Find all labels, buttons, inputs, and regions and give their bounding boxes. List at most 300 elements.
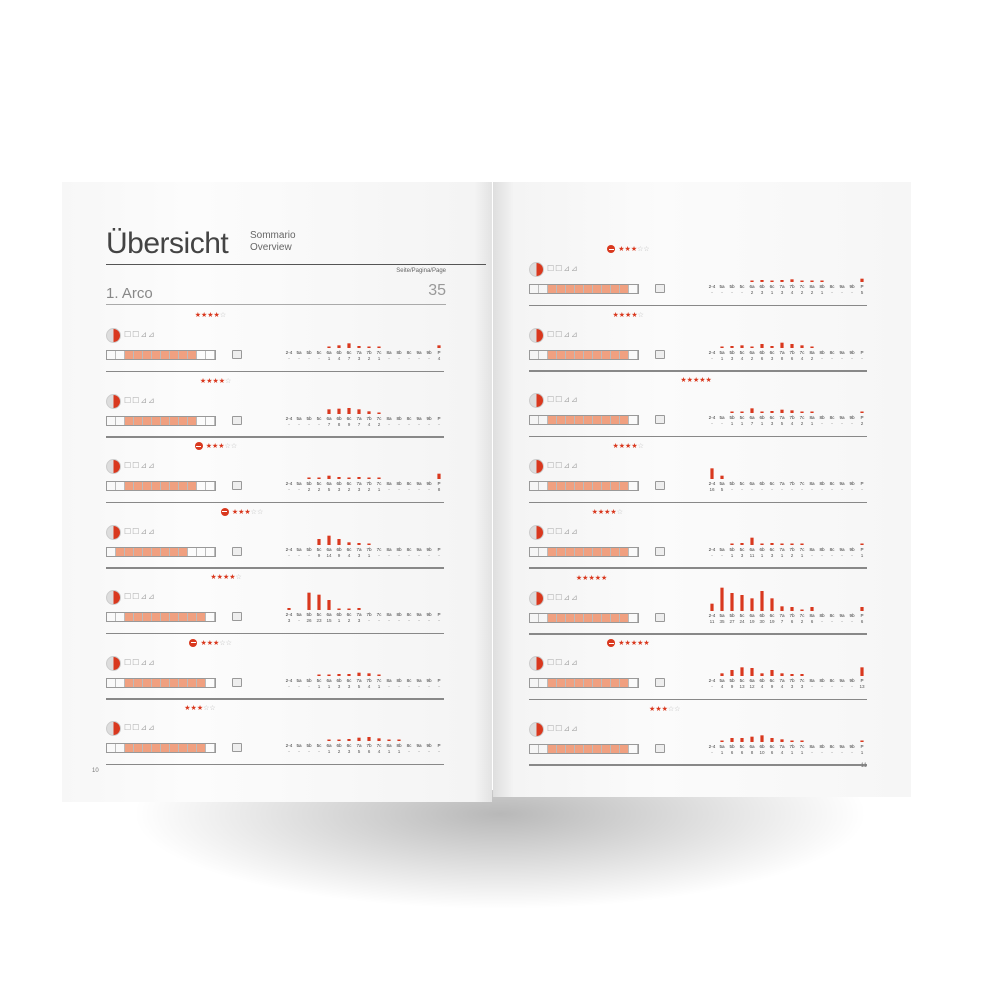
grade-count: 19: [769, 618, 775, 624]
grade-label: 6b: [759, 284, 765, 289]
grade-label: 6b: [336, 546, 342, 552]
grade-label: 6c: [346, 481, 352, 486]
star-icon: ★: [655, 705, 662, 713]
month-cell: [611, 679, 620, 687]
grade-label: 2-4: [285, 350, 293, 355]
grade-count: -: [841, 684, 843, 690]
grade-label: 5a: [296, 350, 302, 355]
grade-label: 5b: [729, 546, 735, 552]
grade-label: 7a: [356, 415, 362, 421]
grade-count: -: [831, 421, 833, 427]
month-cell: [170, 744, 179, 752]
grade-label: 7a: [779, 349, 785, 355]
grade-count: 1: [337, 618, 341, 623]
grade-count: 2: [347, 618, 351, 623]
grade-label: 6a: [326, 481, 332, 486]
entry-rule: [529, 699, 867, 701]
grade-label: 9b: [426, 415, 432, 421]
grade-bar: [800, 412, 803, 414]
grade-label: 7c: [799, 284, 805, 289]
no-entry-icon: [221, 508, 229, 516]
grade-bar: [750, 737, 753, 742]
grade-bar: [800, 543, 803, 545]
grade-count: -: [438, 552, 440, 558]
grade-label: 5a: [296, 612, 302, 617]
grade-count: -: [831, 552, 833, 558]
grade-label: 6a: [326, 743, 332, 748]
month-cell: [530, 745, 539, 753]
month-cell: [539, 351, 548, 359]
grade-label: P: [860, 678, 864, 684]
grade-label: P: [437, 612, 441, 617]
grade-count: 2: [377, 421, 381, 427]
grade-label: 7c: [799, 415, 805, 421]
grade-label: 9a: [839, 415, 845, 421]
grade-bar: [790, 607, 793, 611]
star-icon: ★: [207, 312, 214, 319]
grade-bar: [800, 281, 803, 283]
toc-entry[interactable]: [106, 376, 444, 438]
toc-entry[interactable]: [529, 310, 867, 372]
grade-bar: [317, 674, 320, 676]
star-icon: ★: [612, 443, 619, 451]
grade-count: 1: [800, 552, 804, 558]
grade-count: 6: [730, 749, 734, 755]
grade-label: 6a: [749, 349, 755, 355]
month-cell: [161, 613, 170, 621]
feature-icons: ☐☐⊿⊿: [547, 461, 579, 471]
grade-label: 5a: [296, 546, 302, 552]
entry-rule: [106, 698, 444, 700]
sun-exposure-icon: [529, 525, 544, 540]
month-cell: [179, 613, 188, 621]
month-cell: [620, 679, 629, 687]
grade-bar: [790, 543, 793, 545]
grade-count: -: [821, 684, 823, 690]
star-icon: ★: [618, 311, 626, 319]
grade-label: 2-4: [285, 743, 293, 748]
grade-bar: [730, 543, 733, 545]
no-entry-icon: [195, 442, 203, 450]
month-cell: [134, 351, 143, 359]
toc-entry[interactable]: [106, 310, 444, 372]
grade-count: -: [418, 683, 420, 689]
grade-label: 9b: [426, 743, 432, 748]
grade-label: P: [860, 284, 864, 289]
grade-bar: [357, 346, 360, 348]
grade-bar: [730, 670, 733, 676]
month-cell: [566, 285, 575, 293]
month-cell: [125, 744, 134, 752]
grade-bar: [770, 543, 773, 545]
grade-bar: [790, 279, 793, 282]
grade-label: 2-4: [708, 349, 716, 355]
grade-label: 8a: [809, 349, 815, 355]
toc-entry[interactable]: [529, 638, 867, 700]
grade-count: 1: [770, 290, 774, 295]
grade-count: -: [288, 749, 290, 754]
star-icon: ★: [686, 377, 693, 385]
month-cell: [548, 285, 557, 293]
entry-rule: [529, 567, 867, 569]
month-cell: [557, 285, 566, 293]
month-cell: [152, 482, 161, 490]
grade-label: 7c: [799, 481, 805, 487]
month-cell: [566, 679, 575, 687]
grade-label: 8a: [386, 415, 392, 421]
month-cell: [206, 417, 215, 425]
grade-label: 8b: [819, 678, 825, 684]
month-cell: [593, 416, 602, 424]
month-cell: [107, 679, 116, 687]
month-cell: [584, 482, 593, 490]
grade-count: 1: [740, 421, 744, 427]
grade-label: 5c: [316, 350, 322, 355]
grade-count: 16: [709, 487, 715, 493]
month-cell: [611, 482, 620, 490]
month-cell: [197, 679, 206, 687]
star-icon: ★: [244, 508, 251, 516]
grade-count: -: [308, 421, 310, 427]
sun-exposure-icon: [106, 328, 121, 343]
grade-bar: [720, 346, 723, 348]
grade-bar: [790, 344, 793, 348]
month-cell: [206, 548, 215, 556]
grade-label: 6c: [769, 743, 775, 749]
month-cell: [161, 482, 170, 490]
rating-stars: [618, 639, 649, 647]
grade-count: -: [398, 356, 400, 361]
month-cell: [530, 285, 539, 293]
grade-count: -: [811, 749, 813, 755]
grade-label: 7a: [356, 481, 362, 486]
rating-stars: [576, 574, 607, 582]
grade-count: 6: [790, 355, 794, 361]
grade-count: 8: [437, 487, 441, 492]
month-cell: [584, 679, 593, 687]
grade-count: -: [711, 552, 713, 558]
grade-count: -: [388, 618, 390, 623]
grade-histogram: [707, 252, 867, 296]
grade-label: 7b: [366, 743, 372, 748]
star-icon: ★: [610, 508, 617, 516]
toc-entry[interactable]: [106, 441, 444, 503]
grade-label: 9b: [849, 743, 855, 749]
grade-bar: [337, 740, 340, 742]
grade-count: 4: [780, 684, 784, 690]
grade-histogram: [284, 580, 444, 624]
grade-count: -: [428, 487, 430, 492]
star-icon: ★: [575, 574, 583, 582]
grade-label: 7c: [376, 743, 382, 748]
sun-exposure-icon: [529, 591, 544, 606]
grade-count: 2: [337, 749, 341, 754]
grade-label: 8a: [809, 678, 815, 684]
toc-entry[interactable]: [106, 507, 444, 569]
month-cell: [107, 744, 116, 752]
star-icon: ☆: [250, 508, 257, 516]
star-icon: ☆: [637, 443, 644, 451]
rating-stars: [592, 508, 623, 516]
star-icon: ☆: [667, 705, 675, 713]
grade-count: -: [428, 749, 430, 754]
toc-entry[interactable]: [106, 572, 444, 634]
grade-label: 8c: [406, 546, 412, 552]
star-icon: ☆: [219, 639, 226, 647]
sun-exposure-icon: [529, 722, 544, 737]
grade-count: -: [398, 421, 400, 427]
star-icon: ★: [218, 443, 225, 450]
grade-count: 1: [860, 552, 864, 558]
toc-entry[interactable]: [529, 704, 867, 766]
grade-bar: [860, 668, 863, 677]
toc-entry[interactable]: [529, 507, 867, 569]
grade-count: -: [418, 421, 420, 427]
grade-label: 8c: [829, 349, 835, 355]
grade-label: 8b: [396, 415, 402, 421]
grade-count: -: [831, 684, 833, 690]
month-cell: [134, 744, 143, 752]
month-cell: [134, 482, 143, 490]
grade-bar: [740, 738, 743, 742]
month-cell: [197, 548, 206, 556]
grade-label: 6c: [769, 415, 775, 421]
grade-count: 2: [750, 355, 754, 361]
grade-count: -: [821, 749, 823, 755]
star-icon: ☆: [637, 246, 644, 253]
month-cell: [188, 417, 197, 425]
section-rule: [106, 304, 446, 305]
month-cell: [161, 351, 170, 359]
month-cell: [170, 679, 179, 687]
grade-count: 8: [750, 749, 754, 755]
topo-book-icon: [655, 350, 665, 359]
grade-count: -: [288, 356, 290, 361]
grade-count: 3: [740, 552, 744, 558]
grade-label: 8a: [809, 481, 815, 487]
month-cell: [548, 679, 557, 687]
grade-count: -: [438, 683, 440, 689]
month-cell: [179, 548, 188, 556]
grade-bar: [760, 591, 763, 611]
star-icon: ★: [630, 640, 638, 648]
grade-label: 6b: [336, 677, 342, 683]
grade-label: 2-4: [708, 743, 716, 749]
month-cell: [566, 548, 575, 556]
grade-count: 1: [760, 421, 764, 427]
grade-bar: [367, 543, 370, 545]
grade-label: 6a: [749, 546, 755, 552]
grade-count: -: [388, 683, 390, 689]
season-calendar: [106, 547, 216, 557]
sun-exposure-icon: [529, 262, 544, 277]
grade-label: 6a: [749, 743, 755, 749]
grade-bar: [337, 539, 340, 545]
grade-label: 5b: [306, 350, 312, 355]
month-cell: [134, 548, 143, 556]
star-icon: ★: [200, 312, 208, 319]
grade-count: 9: [337, 552, 341, 558]
month-cell: [116, 679, 125, 687]
sun-exposure-icon: [106, 394, 121, 409]
entry-rule: [529, 764, 867, 766]
grade-label: 6b: [336, 350, 342, 355]
month-cell: [602, 416, 611, 424]
grade-bar: [790, 740, 793, 742]
grade-label: P: [437, 350, 441, 355]
grade-label: 2-4: [285, 546, 293, 552]
grade-count: -: [721, 552, 723, 558]
grade-count: 2: [800, 421, 804, 427]
page-column-label: Seite/Pagina/Page: [396, 268, 446, 274]
grade-label: 5b: [729, 678, 735, 684]
grade-count: 3: [337, 683, 341, 689]
grade-count: -: [428, 421, 430, 427]
grade-label: 2-4: [285, 612, 293, 617]
grade-label: 5b: [306, 743, 312, 748]
grade-count: 9: [730, 684, 734, 690]
month-cell: [170, 417, 179, 425]
toc-entry[interactable]: [529, 375, 867, 437]
grade-bar: [720, 674, 723, 677]
toc-entry[interactable]: [106, 703, 444, 765]
grade-label: 7a: [356, 612, 362, 617]
grade-bar: [307, 478, 310, 480]
star-icon: ★: [231, 508, 239, 516]
grade-label: 8c: [406, 743, 412, 748]
grade-count: 1: [377, 487, 381, 492]
month-cell: [143, 613, 152, 621]
grade-label: 8c: [406, 481, 412, 486]
grade-label: 5a: [719, 284, 725, 289]
sun-exposure-icon: [529, 393, 544, 408]
grade-count: 1: [397, 749, 401, 754]
month-cell: [602, 351, 611, 359]
month-cell: [197, 744, 206, 752]
month-cell: [116, 482, 125, 490]
month-cell: [584, 285, 593, 293]
topo-book-icon: [655, 415, 665, 424]
grade-count: 3: [347, 683, 351, 689]
grade-count: -: [298, 683, 300, 689]
month-cell: [584, 416, 593, 424]
star-icon: ★: [601, 574, 608, 582]
grade-label: 7c: [799, 678, 805, 684]
grade-count: 5: [357, 683, 361, 689]
grade-count: 3: [357, 552, 361, 558]
grade-count: -: [771, 487, 773, 493]
toc-entry[interactable]: [529, 573, 867, 635]
grade-count: -: [721, 290, 723, 295]
grade-count: 11: [749, 552, 755, 558]
grade-label: 9a: [839, 612, 845, 618]
topo-book-icon: [232, 612, 242, 621]
grade-label: 7a: [779, 546, 785, 552]
grade-count: 1: [730, 552, 734, 558]
grade-bar: [770, 738, 773, 742]
grade-count: 10: [759, 749, 765, 755]
grade-count: -: [408, 683, 410, 689]
grade-count: -: [408, 356, 410, 361]
month-cell: [575, 416, 584, 424]
grade-label: 7b: [366, 677, 372, 683]
grade-label: 6b: [759, 743, 765, 749]
grade-label: 6c: [769, 284, 775, 289]
month-cell: [566, 482, 575, 490]
topo-book-icon: [655, 481, 665, 490]
grade-label: 5b: [729, 415, 735, 421]
month-cell: [170, 613, 179, 621]
grade-count: -: [408, 487, 410, 492]
grade-bar: [720, 740, 723, 742]
grade-label: P: [860, 349, 864, 355]
grade-count: 7: [347, 356, 351, 361]
grade-count: -: [711, 290, 713, 295]
grade-label: 8a: [809, 612, 815, 618]
grade-count: 15: [326, 618, 332, 623]
grade-count: -: [821, 487, 823, 493]
grade-label: 6a: [326, 350, 332, 355]
grade-count: 3: [347, 749, 351, 754]
grade-count: -: [711, 684, 713, 690]
grade-count: 24: [739, 618, 745, 624]
grade-count: -: [831, 355, 833, 361]
grade-label: 5a: [719, 612, 725, 618]
header-rule: [106, 264, 486, 265]
toc-entry[interactable]: [529, 441, 867, 503]
grade-label: 2-4: [708, 284, 716, 289]
grade-count: -: [408, 618, 410, 623]
grade-count: -: [308, 683, 310, 689]
toc-entry[interactable]: [529, 244, 867, 306]
grade-label: 6c: [346, 350, 352, 355]
month-cell: [557, 416, 566, 424]
grade-label: 2-4: [708, 612, 716, 618]
month-cell: [584, 745, 593, 753]
grade-label: 2-4: [285, 481, 293, 486]
grade-count: 3: [780, 290, 784, 295]
month-cell: [602, 548, 611, 556]
month-cell: [530, 548, 539, 556]
star-icon: ★: [624, 640, 631, 648]
star-icon: ★: [643, 640, 650, 648]
star-icon: ★: [591, 508, 598, 516]
grade-count: 4: [740, 355, 744, 361]
grade-label: P: [437, 481, 441, 486]
grade-label: 5a: [719, 743, 725, 749]
grade-label: 2-4: [285, 677, 293, 683]
month-cell: [575, 679, 584, 687]
grade-count: -: [851, 290, 853, 295]
month-cell: [566, 614, 575, 622]
topo-book-icon: [232, 350, 242, 359]
star-icon: ★: [618, 246, 625, 253]
grade-histogram: [707, 318, 867, 362]
grade-count: 1: [820, 290, 824, 295]
month-cell: [557, 679, 566, 687]
toc-entry[interactable]: [106, 638, 444, 700]
grade-label: 5c: [739, 546, 745, 552]
grade-label: 7b: [789, 349, 795, 355]
month-cell: [116, 548, 125, 556]
entry-rule: [106, 567, 444, 569]
grade-label: 5a: [719, 349, 725, 355]
grade-bar: [730, 412, 733, 414]
topo-book-icon: [655, 613, 665, 622]
grade-count: 6: [790, 618, 794, 624]
grade-count: -: [751, 487, 753, 493]
grade-count: 35: [719, 618, 725, 624]
